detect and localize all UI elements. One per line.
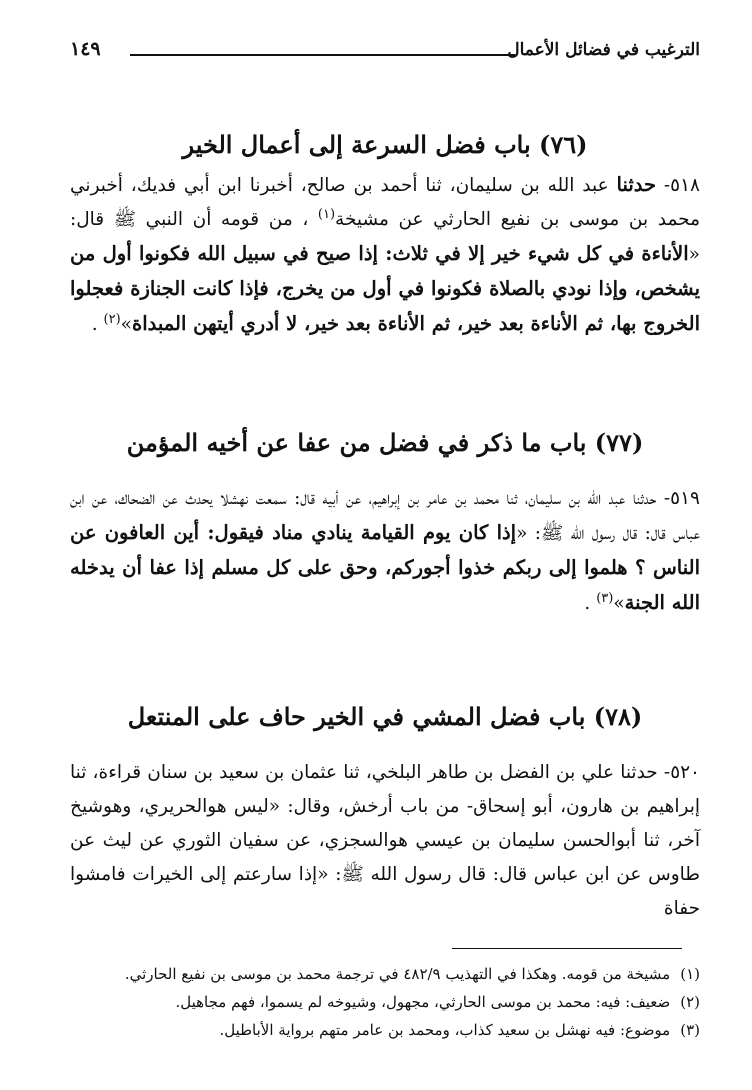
hadith-isnad-cont: ، من قومه أن النبي ﷺ قال: « bbox=[70, 209, 700, 265]
chapter-heading-78 bbox=[70, 702, 700, 731]
footnote-2 bbox=[70, 988, 700, 1016]
hadith-number: ٥١٨- bbox=[663, 175, 700, 196]
hadith-text: حدثنا علي بن الفضل بن طاهر البلخي، ثنا عثمان بن سعيد بن سنان قراءة، ثنا إبراهيم بن هارون، أبو إسحاق- من باب أرخش، وقال: «ليس هوالحريري، وهوشيخ آخر، ثنا أبوالحسن سليمان بن عيسي هوالسجزي، عن سفيان الثوري عن ليث عن طاوس عن ابن عباس قال: قال رسول الله ﷺ: «إذا سارعتم إلى الخيرات فامشوا حفاة bbox=[70, 762, 700, 919]
hadith-518 bbox=[70, 168, 700, 342]
quote-close: » bbox=[613, 593, 625, 614]
hadith-519 bbox=[70, 482, 700, 621]
footnote-separator bbox=[452, 948, 682, 949]
footnote-text: موضوع: فيه نهشل بن سعيد كذاب، ومحمد بن عامر متهم برواية الأباطيل. bbox=[219, 1021, 671, 1039]
footnote-3 bbox=[70, 1016, 700, 1044]
running-title: الترغيب في فضائل الأعمال bbox=[507, 40, 700, 60]
hadith-end: . bbox=[91, 314, 98, 335]
hadith-lead: حدثنا bbox=[616, 173, 657, 196]
footnote-number: (٢) bbox=[680, 993, 700, 1011]
footnote-text: مشيخة من قومه. وهكذا في التهذيب ٤٨٢/٩ في ترجمة محمد بن موسى بن نفيع الحارثي. bbox=[124, 965, 671, 983]
chapter-number: (٧٨) bbox=[593, 702, 643, 731]
page-number: ١٤٩ bbox=[70, 38, 101, 60]
chapter-heading-76 bbox=[70, 130, 700, 159]
hadith-number: ٥٢٠- bbox=[663, 762, 700, 783]
chapter-heading-77 bbox=[70, 428, 700, 457]
hadith-matn: الأناءة في كل شيء خير إلا في ثلاث: إذا صيح في سبيل الله فكونوا أول من يشخص، وإذا نودي بالصلاة فكونوا في أول من يخرج، فإذا كانت الجنازة فعجلوا الخروج بها، ثم الأناءة بعد خير، ثم الأناءة بعد خير، لا أدري أيتهن المبداة bbox=[70, 242, 700, 335]
footnote-marker: (٢) bbox=[103, 311, 121, 327]
footnotes bbox=[70, 960, 700, 1044]
hadith-520 bbox=[70, 756, 700, 926]
hadith-matn: إذا كان يوم القيامة ينادي مناد فيقول: أين العافون عن الناس ؟ هلموا إلى ربكم خذوا أجوركم، وحق على كل مسلم إذا عفا أن يدخله الله الجنة bbox=[70, 521, 700, 614]
chapter-title: باب ما ذكر في فضل من عفا عن أخيه المؤمن bbox=[126, 428, 587, 457]
footnote-number: (١) bbox=[680, 965, 700, 983]
chapter-number: (٧٦) bbox=[539, 130, 588, 159]
footnote-number: (٣) bbox=[680, 1021, 700, 1039]
running-header bbox=[70, 38, 700, 68]
chapter-title: باب فضل المشي في الخير حاف على المنتعل bbox=[127, 702, 586, 731]
footnote-text: ضعيف: فيه: محمد بن موسى الحارثي، مجهول، وشيوخه لم يسموا، فهم مجاهيل. bbox=[175, 993, 671, 1011]
chapter-number: (٧٧) bbox=[594, 428, 644, 457]
hadith-isnad: عبد الله بن سليمان، ثنا أحمد بن صالح، أخبرنا ابن أبي فديك، أخبرني محمد بن موسى بن نفيع الحارثي عن مشيخة bbox=[70, 175, 700, 230]
hadith-number: ٥١٩- bbox=[663, 488, 700, 509]
quote-close: » bbox=[120, 314, 132, 335]
hadith-isnad: حدثنا عبد الله بن سليمان، ثنا محمد بن عامر بن إبراهيم، عن أبيه قال: سمعت نهشلا يحدث عن الضحاك، عن ابن عباس قال: قال رسول الله ﷺ: « bbox=[70, 488, 700, 544]
footnote-marker: (٣) bbox=[596, 590, 614, 606]
footnote-1 bbox=[70, 960, 700, 988]
header-rule bbox=[130, 54, 515, 56]
chapter-title: باب فضل السرعة إلى أعمال الخير bbox=[182, 130, 531, 159]
hadith-end: . bbox=[584, 593, 591, 614]
footnote-marker: (١) bbox=[317, 206, 336, 222]
